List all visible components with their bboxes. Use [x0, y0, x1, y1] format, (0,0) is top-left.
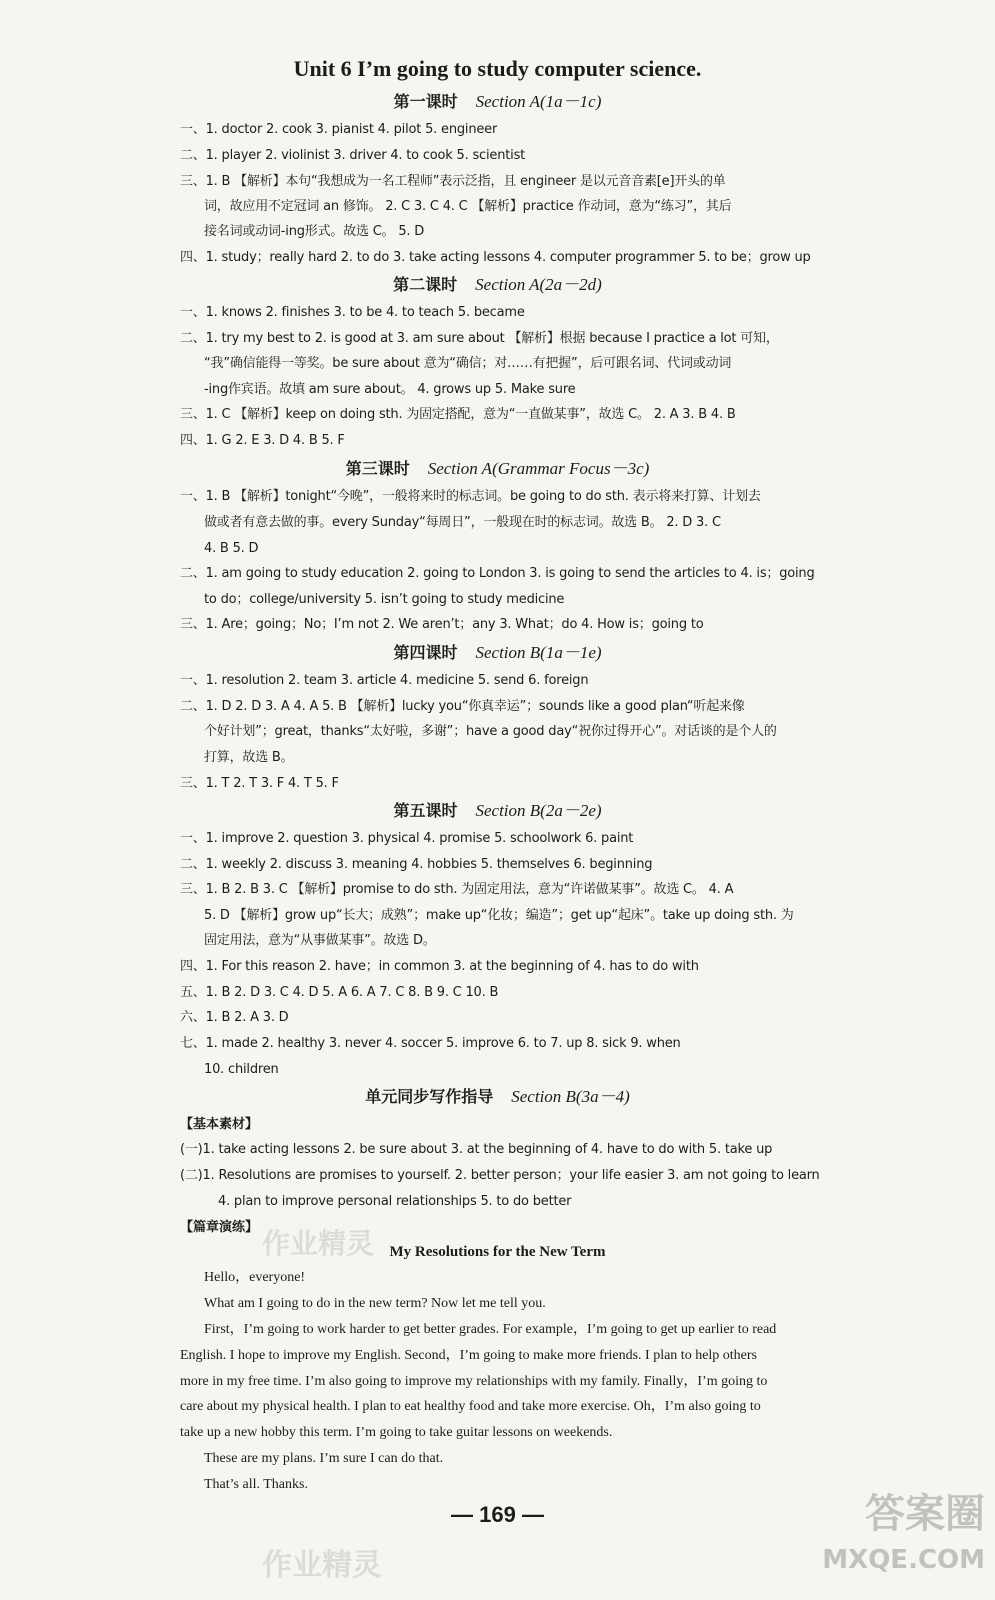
section-cn: 第一课时: [393, 92, 458, 111]
section-en: Section B(3a－4): [511, 1087, 630, 1106]
answer-line: 二、1. D 2. D 3. A 4. A 5. B 【解析】lucky you“你真幸运”；sounds like a good plan“听起来像: [180, 699, 745, 714]
answer-line: 4. plan to improve personal relationships 5. to do better: [218, 1194, 572, 1209]
section-en: Section A(2a－2d): [475, 275, 602, 294]
answer-line: 七、1. made 2. healthy 3. never 4. soccer 5. improve 6. to 7. up 8. sick 9. when: [180, 1036, 681, 1051]
section-en: Section A(1a－1c): [475, 92, 602, 111]
answer-line: 二、1. player 2. violinist 3. driver 4. to cook 5. scientist: [180, 148, 526, 163]
answer-line: 一、1. knows 2. finishes 3. to be 4. to teach 5. became: [180, 305, 525, 320]
basic-material-tag: 【基本素材】: [180, 1117, 259, 1132]
answer-line: “我”确信能得一等奖。be sure about 意为“确信；对……有把握”，后可跟名词、代词或动词: [204, 356, 732, 371]
unit-title: Unit 6 I’m going to study computer science.: [293, 56, 702, 81]
answer-line: 三、1. B 【解析】本句“我想成为一名工程师”表示泛指，且 engineer 是以元音音素[e]开头的单: [180, 174, 726, 189]
section-heading-6: [0, 1084, 995, 1110]
essay-line: These are my plans. I’m sure I can do that.: [204, 1451, 444, 1466]
answer-line: 打算，故选 B。: [204, 750, 294, 765]
essay-line: That’s all. Thanks.: [204, 1477, 308, 1492]
section-cn: 第五课时: [393, 801, 458, 820]
essay-line: Hello，everyone!: [204, 1270, 306, 1285]
section-en: Section B(1a－1e): [475, 643, 602, 662]
essay-line: take up a new hobby this term. I’m going to take guitar lessons on weekends.: [180, 1425, 613, 1440]
section-cn: 第四课时: [393, 643, 458, 662]
answer-line: 一、1. doctor 2. cook 3. pianist 4. pilot 5. engineer: [180, 122, 498, 137]
watermark: 作业精灵: [262, 1548, 382, 1583]
section-heading-3: [0, 456, 995, 482]
answer-line: 一、1. B 【解析】tonight“今晚”，一般将来时的标志词。be going to do sth. 表示将来打算、计划去: [180, 489, 761, 504]
answer-line: 二、1. am going to study education 2. going to London 3. is going to send the articles to 4. is；going: [180, 566, 815, 581]
answer-line: 一、1. resolution 2. team 3. article 4. medicine 5. send 6. foreign: [180, 673, 589, 688]
logo-text: 答案圈: [865, 1491, 985, 1537]
answer-line: (二)1. Resolutions are promises to yourself. 2. better person；your life easier 3. am not going to learn: [180, 1168, 820, 1183]
section-heading-4: [0, 640, 995, 666]
answer-line: (一)1. take acting lessons 2. be sure about 3. at the beginning of 4. have to do with 5. take up: [180, 1142, 773, 1157]
answer-line: -ing作宾语。故填 am sure about。 4. grows up 5. Make sure: [204, 382, 576, 397]
answer-line: 四、1. For this reason 2. have；in common 3. at the beginning of 4. has to do with: [180, 959, 699, 974]
answer-line: 固定用法，意为“从事做某事”。故选 D。: [204, 933, 436, 948]
essay-line: First，I’m going to work harder to get better grades. For example，I’m going to get up earlier to read: [204, 1322, 777, 1337]
watermark: 作业精灵: [262, 1227, 375, 1260]
answer-line: 二、1. weekly 2. discuss 3. meaning 4. hobbies 5. themselves 6. beginning: [180, 857, 653, 872]
site-logo: [805, 1488, 985, 1592]
logo-url: MXQE.COM: [822, 1545, 985, 1575]
section-heading-5: [0, 798, 995, 824]
essay-line: care about my physical health. I plan to eat healthy food and take more exercise. Oh，I’m also going to: [180, 1399, 761, 1414]
essay-title: My Resolutions for the New Term: [389, 1244, 606, 1260]
answer-line: 四、1. study；really hard 2. to do 3. take acting lessons 4. computer programmer 5. to be；grow up: [180, 250, 811, 265]
section-cn: 单元同步写作指导: [365, 1087, 494, 1106]
page-number: — 169 —: [451, 1502, 544, 1527]
section-en: Section B(2a－2e): [475, 801, 602, 820]
answer-line: 四、1. G 2. E 3. D 4. B 5. F: [180, 433, 345, 448]
answer-line: 六、1. B 2. A 3. D: [180, 1010, 289, 1025]
section-en: Section A(Grammar Focus－3c): [427, 459, 650, 478]
essay-practice-tag: 【篇章演练】: [180, 1220, 259, 1235]
essay-line: What am I going to do in the new term? Now let me tell you.: [204, 1296, 546, 1311]
section-heading-2: [0, 272, 995, 298]
answer-line: 三、1. T 2. T 3. F 4. T 5. F: [180, 776, 339, 791]
answer-line: 五、1. B 2. D 3. C 4. D 5. A 6. A 7. C 8. B 9. C 10. B: [180, 985, 499, 1000]
answer-line: 三、1. B 2. B 3. C 【解析】promise to do sth. 为固定用法，意为“许诺做某事”。故选 C。 4. A: [180, 882, 734, 897]
section-cn: 第二课时: [393, 275, 458, 294]
answer-line: 三、1. Are；going；No；I’m not 2. We aren’t；any 3. What；do 4. How is；going to: [180, 617, 704, 632]
essay-line: more in my free time. I’m also going to improve my relationships with my family. Finally，I’m going to: [180, 1374, 768, 1389]
answer-line: to do；college/university 5. isn’t going to study medicine: [204, 592, 565, 607]
answer-line: 10. children: [204, 1062, 279, 1077]
answer-line: 做或者有意去做的事。every Sunday“每周日”，一般现在时的标志词。故选 B。 2. D 3. C: [204, 515, 721, 530]
answer-line: 接名词或动词-ing形式。故选 C。 5. D: [204, 224, 425, 239]
answer-line: 4. B 5. D: [204, 541, 259, 556]
essay-line: English. I hope to improve my English. Second，I’m going to make more friends. I plan to help others: [180, 1348, 758, 1363]
answer-line: 词，故应用不定冠词 an 修饰。 2. C 3. C 4. C 【解析】practice 作动词，意为“练习”，其后: [204, 199, 732, 214]
answer-line: 个好计划”；great，thanks“太好啦，多谢”；have a good day“祝你过得开心”。对话谈的是个人的: [204, 724, 777, 739]
answer-line: 5. D 【解析】grow up“长大；成熟”；make up“化妆；编造”；get up“起床”。take up doing sth. 为: [204, 908, 794, 923]
answer-line: 三、1. C 【解析】keep on doing sth. 为固定搭配，意为“一直做某事”，故选 C。 2. A 3. B 4. B: [180, 407, 736, 422]
section-heading-1: [0, 89, 995, 115]
answer-line: 一、1. improve 2. question 3. physical 4. promise 5. schoolwork 6. paint: [180, 831, 634, 846]
answer-line: 二、1. try my best to 2. is good at 3. am sure about 【解析】根据 because I practice a lot 可知，: [180, 331, 779, 346]
section-cn: 第三课时: [345, 459, 410, 478]
